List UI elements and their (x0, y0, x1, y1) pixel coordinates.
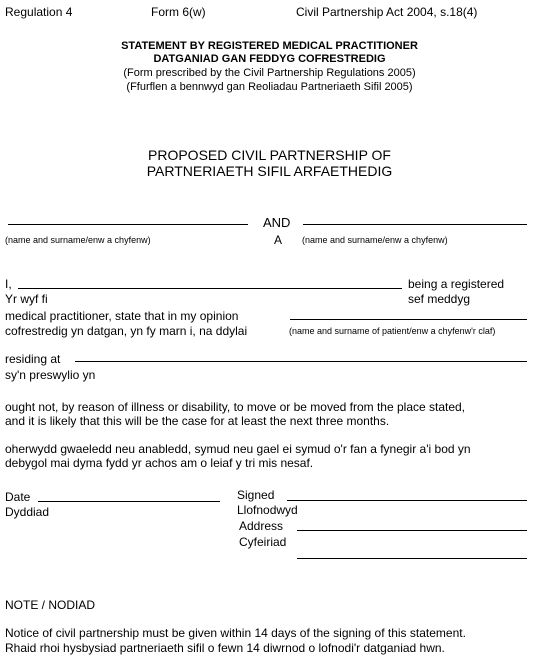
party-one-name-line[interactable] (8, 224, 248, 225)
residing-en: residing at (5, 352, 61, 366)
and-cy: A (274, 233, 283, 247)
address-en: Address (239, 519, 284, 533)
prescribed-cy: (Ffurflen a bennwyd gan Reoliadau Partneriaeth Sifil 2005) (126, 81, 413, 93)
form-title-cy: DATGANIAD GAN FEDDYG COFRESTREDIG (153, 53, 386, 65)
form-number: Form 6(w) (151, 5, 206, 19)
i-cy: Yr wyf fi (5, 292, 48, 306)
party-two-name-line[interactable] (303, 224, 527, 225)
note-cy: Rhaid rhoi hysbysiad partneriaeth sifil o fewn 14 diwrnod o lofnodi'r datganiad hwn. (5, 641, 445, 655)
being-en: being a registered (408, 277, 505, 291)
residing-address-line[interactable] (75, 361, 527, 362)
regulation-number: Regulation 4 (5, 5, 73, 19)
prescribed-en: (Form prescribed by the Civil Partnership Regulations 2005) (123, 67, 416, 79)
date-cy: Dyddiad (5, 505, 50, 519)
proposed-heading-en: PROPOSED CIVIL PARTNERSHIP OF (148, 147, 391, 163)
note-en: Notice of civil partnership must be given within 14 days of the signing of this statement. (5, 626, 466, 640)
proposed-heading-cy: PARTNERIAETH SIFIL ARFAETHEDIG (146, 163, 393, 179)
party-two-label: (name and surname/enw a chyfenw) (302, 235, 448, 245)
note-heading: NOTE / NODIAD (5, 598, 96, 612)
act-reference: Civil Partnership Act 2004, s.18(4) (296, 5, 478, 19)
signature-line[interactable] (287, 500, 527, 501)
reason-en-1: ought not, by reason of illness or disability, to move or be moved from the place stated, (5, 400, 466, 414)
practitioner-en: medical practitioner, state that in my opinion (5, 309, 239, 323)
reason-en-2: and it is likely that this will be the case for at least the next three months. (5, 414, 390, 428)
address-line-1[interactable] (297, 530, 527, 531)
signed-cy: Llofnodwyd (237, 503, 298, 517)
form-title-en: STATEMENT BY REGISTERED MEDICAL PRACTITIONER (121, 40, 418, 52)
date-line[interactable] (38, 501, 220, 502)
reason-cy-1: oherwydd gwaeledd neu anabledd, symud neu gael ei symud o'r fan a fynegir a'i bod yn (5, 442, 471, 456)
address-cy: Cyfeiriad (239, 535, 287, 549)
signed-en: Signed (237, 488, 275, 502)
party-one-label: (name and surname/enw a chyfenw) (5, 235, 151, 245)
reason-cy-2: debygol mai dyma fydd yr achos am o leiaf y tri mis nesaf. (5, 456, 314, 470)
residing-cy: sy'n preswylio yn (5, 368, 96, 382)
being-cy: sef meddyg (408, 292, 471, 306)
practitioner-cy: cofrestredig yn datgan, yn fy marn i, na ddylai (5, 324, 248, 338)
and-en: AND (263, 215, 291, 230)
i-en: I, (5, 277, 12, 291)
patient-name-line[interactable] (290, 319, 527, 320)
date-en: Date (5, 490, 31, 504)
patient-label: (name and surname of patient/enw a chyfenw'r claf) (289, 326, 496, 336)
address-line-2[interactable] (297, 558, 527, 559)
practitioner-name-line[interactable] (18, 288, 402, 289)
